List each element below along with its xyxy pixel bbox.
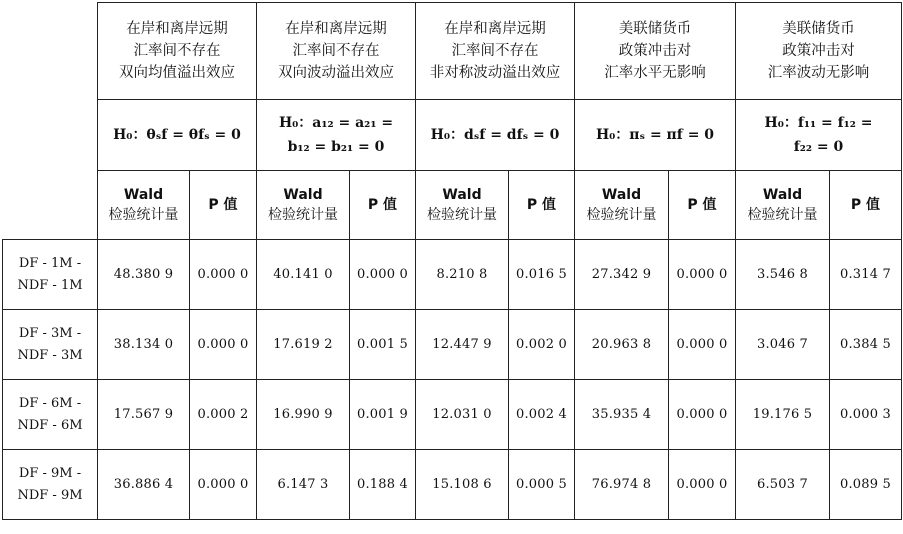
p-value-header: P 值 — [669, 171, 736, 240]
table-row — [3, 310, 902, 380]
p-value: 0.314 7 — [830, 240, 902, 310]
wald-statistic: 12.447 9 — [416, 310, 509, 380]
wald-statistic: 8.210 8 — [416, 240, 509, 310]
p-value-header: P 值 — [509, 171, 575, 240]
corner-cell — [3, 3, 98, 240]
row-label: DF - 6M - NDF - 6M — [3, 380, 98, 450]
p-value: 0.000 0 — [190, 450, 257, 520]
wald-statistic: 20.963 8 — [575, 310, 669, 380]
p-value: 0.188 4 — [350, 450, 416, 520]
p-value: 0.000 0 — [669, 380, 736, 450]
p-value: 0.002 0 — [509, 310, 575, 380]
p-value: 0.000 0 — [669, 310, 736, 380]
p-value: 0.001 5 — [350, 310, 416, 380]
p-value: 0.016 5 — [509, 240, 575, 310]
table-row — [3, 240, 902, 310]
null-hypothesis: H₀：θₛf = θfₛ = 0 — [98, 100, 257, 171]
p-value-header: P 值 — [190, 171, 257, 240]
p-value: 0.000 0 — [190, 240, 257, 310]
wald-header: Wald 检验统计量 — [575, 171, 669, 240]
wald-statistic: 17.567 9 — [98, 380, 190, 450]
row-label: DF - 9M - NDF - 9M — [3, 450, 98, 520]
p-value-header: P 值 — [830, 171, 902, 240]
wald-statistic: 3.046 7 — [736, 310, 830, 380]
wald-header: Wald 检验统计量 — [257, 171, 350, 240]
wald-statistic: 35.935 4 — [575, 380, 669, 450]
wald-statistic: 12.031 0 — [416, 380, 509, 450]
row-label: DF - 3M - NDF - 3M — [3, 310, 98, 380]
p-value: 0.000 2 — [190, 380, 257, 450]
column-title: 美联储货币 政策冲击对 汇率波动无影响 — [736, 3, 902, 100]
wald-statistic: 48.380 9 — [98, 240, 190, 310]
null-hypothesis: H₀：a₁₂ = a₂₁ = b₁₂ = b₂₁ = 0 — [257, 100, 416, 171]
wald-statistic: 6.147 3 — [257, 450, 350, 520]
statistic-header-row — [3, 171, 902, 240]
results-table — [2, 2, 902, 520]
wald-statistic: 27.342 9 — [575, 240, 669, 310]
hypothesis-title-row — [3, 3, 902, 100]
p-value: 0.000 0 — [190, 310, 257, 380]
column-title: 在岸和离岸远期 汇率间不存在 双向波动溢出效应 — [257, 3, 416, 100]
null-hypothesis: H₀：πₛ = πf = 0 — [575, 100, 736, 171]
column-title: 在岸和离岸远期 汇率间不存在 双向均值溢出效应 — [98, 3, 257, 100]
p-value: 0.089 5 — [830, 450, 902, 520]
wald-statistic: 17.619 2 — [257, 310, 350, 380]
wald-statistic: 3.546 8 — [736, 240, 830, 310]
p-value: 0.000 0 — [669, 450, 736, 520]
wald-statistic: 19.176 5 — [736, 380, 830, 450]
null-hypothesis-row — [3, 100, 902, 171]
column-title: 在岸和离岸远期 汇率间不存在 非对称波动溢出效应 — [416, 3, 575, 100]
table-row — [3, 380, 902, 450]
table-row — [3, 450, 902, 520]
column-title: 美联储货币 政策冲击对 汇率水平无影响 — [575, 3, 736, 100]
p-value: 0.002 4 — [509, 380, 575, 450]
wald-statistic: 76.974 8 — [575, 450, 669, 520]
wald-statistic: 16.990 9 — [257, 380, 350, 450]
wald-header: Wald 检验统计量 — [98, 171, 190, 240]
p-value: 0.000 0 — [350, 240, 416, 310]
p-value: 0.001 9 — [350, 380, 416, 450]
p-value-header: P 值 — [350, 171, 416, 240]
wald-statistic: 36.886 4 — [98, 450, 190, 520]
null-hypothesis: H₀：dₛf = dfₛ = 0 — [416, 100, 575, 171]
wald-statistic: 40.141 0 — [257, 240, 350, 310]
row-label: DF - 1M - NDF - 1M — [3, 240, 98, 310]
wald-header: Wald 检验统计量 — [736, 171, 830, 240]
wald-header: Wald 检验统计量 — [416, 171, 509, 240]
p-value: 0.000 3 — [830, 380, 902, 450]
wald-statistic: 6.503 7 — [736, 450, 830, 520]
null-hypothesis: H₀：f₁₁ = f₁₂ = f₂₂ = 0 — [736, 100, 902, 171]
wald-statistic: 38.134 0 — [98, 310, 190, 380]
p-value: 0.000 5 — [509, 450, 575, 520]
p-value: 0.000 0 — [669, 240, 736, 310]
p-value: 0.384 5 — [830, 310, 902, 380]
wald-statistic: 15.108 6 — [416, 450, 509, 520]
